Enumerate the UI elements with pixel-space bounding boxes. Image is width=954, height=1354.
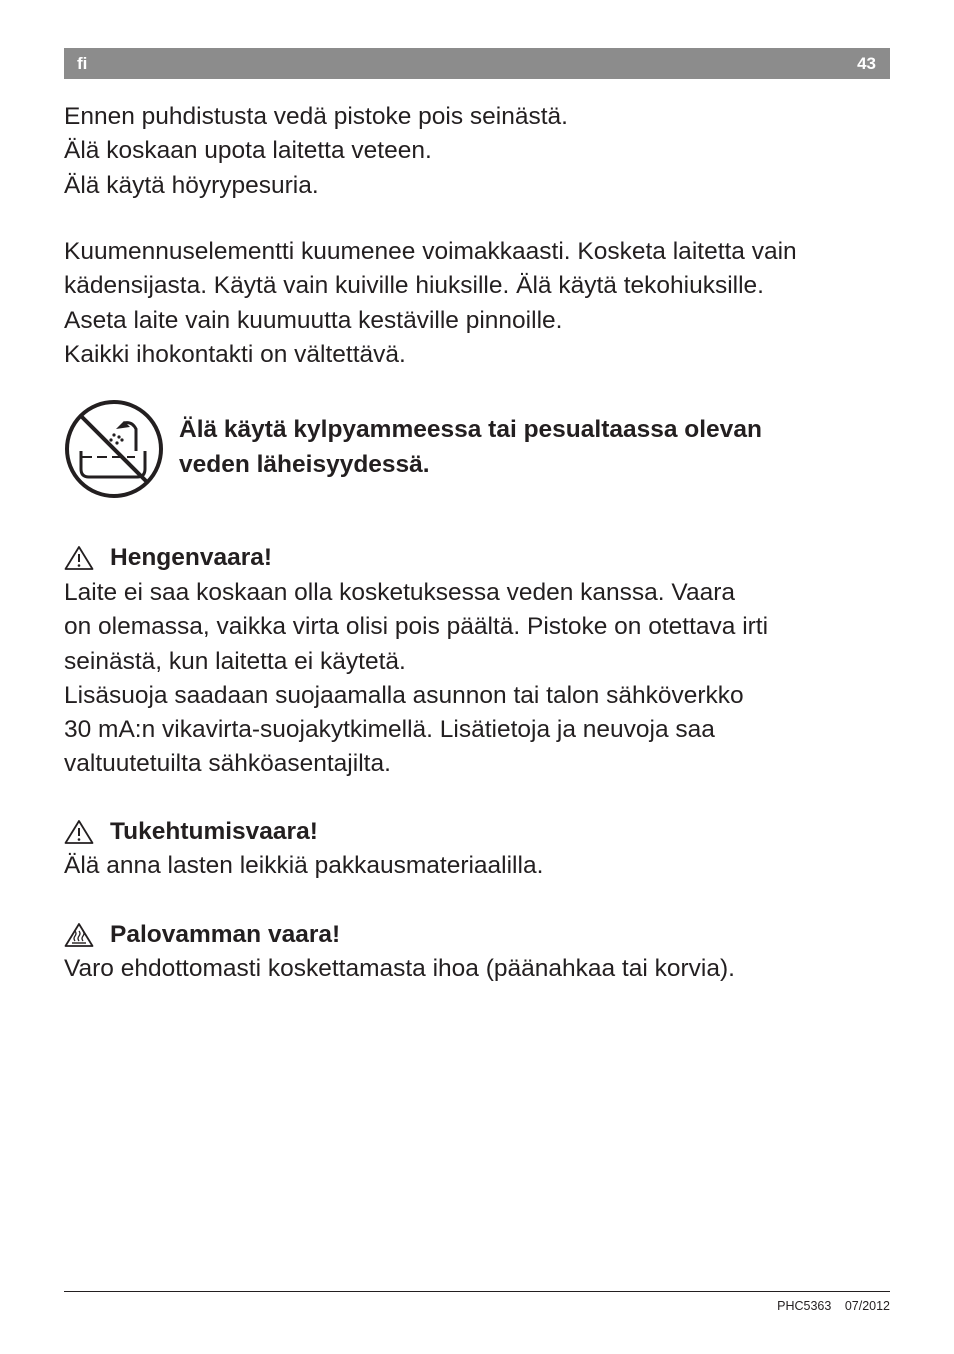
text-line: on olemassa, vaikka virta olisi pois päältä. Pistoke on otettava irti bbox=[64, 613, 769, 641]
text-line: Älä käytä kylpyammeessa tai pesualtaassa olevan bbox=[179, 416, 762, 443]
text-line: veden läheisyydessä. bbox=[179, 451, 430, 478]
language-code: fi bbox=[77, 54, 88, 73]
text-line: kädensijasta. Käytä vain kuiville hiuksille. Älä käytä tekohiuksille. bbox=[64, 272, 764, 300]
intro-paragraph bbox=[64, 100, 894, 203]
danger-paragraph bbox=[64, 576, 894, 782]
text-line: 30 mA:n vikavirta-suojakytkimellä. Lisätietoja ja neuvoja saa bbox=[64, 716, 715, 744]
text-line: seinästä, kun laitetta ei käytetä. bbox=[64, 647, 406, 675]
heat-paragraph bbox=[64, 235, 894, 372]
text-line: Varo ehdottomasti koskettamasta ihoa (päänahkaa tai korvia). bbox=[64, 955, 735, 982]
burn-title: Palovamman vaara! bbox=[110, 921, 341, 948]
hot-surface-icon bbox=[64, 922, 94, 948]
danger-title: Hengenvaara! bbox=[110, 544, 273, 571]
text-line: Laite ei saa koskaan olla kosketuksessa veden kanssa. Vaara bbox=[64, 579, 735, 606]
suffocation-paragraph bbox=[64, 849, 894, 883]
warning-triangle-icon bbox=[64, 545, 94, 571]
footer bbox=[767, 1299, 890, 1313]
print-date: 07/2012 bbox=[844, 1299, 890, 1313]
model-number: PHC5363 bbox=[777, 1299, 832, 1313]
text-line: Kaikki ihokontakti on vältettävä. bbox=[64, 340, 406, 368]
text-line: Älä käytä höyrypesuria. bbox=[64, 171, 319, 199]
text-line: Aseta laite vain kuumuutta kestäville pinnoille. bbox=[64, 306, 563, 334]
text-line: Älä anna lasten leikkiä pakkausmateriaalilla. bbox=[64, 852, 544, 879]
warning-triangle-icon bbox=[64, 819, 94, 845]
no-bath-icon bbox=[64, 399, 164, 499]
page-number: 43 bbox=[857, 54, 876, 73]
text-line: valtuutetuilta sähköasentajilta. bbox=[64, 750, 391, 778]
bath-warning-text bbox=[179, 412, 762, 482]
suffocation-title: Tukehtumisvaara! bbox=[110, 818, 318, 845]
text-line: Älä koskaan upota laitetta veteen. bbox=[64, 137, 432, 165]
footer-divider bbox=[64, 1291, 890, 1292]
burn-paragraph bbox=[64, 952, 894, 986]
text-line: Lisäsuoja saadaan suojaamalla asunnon tai talon sähköverkko bbox=[64, 681, 744, 709]
page-header bbox=[64, 48, 890, 79]
text-line: Kuumennuselementti kuumenee voimakkaasti. Kosketa laitetta vain bbox=[64, 238, 797, 265]
text-line: Ennen puhdistusta vedä pistoke pois seinästä. bbox=[64, 103, 568, 130]
